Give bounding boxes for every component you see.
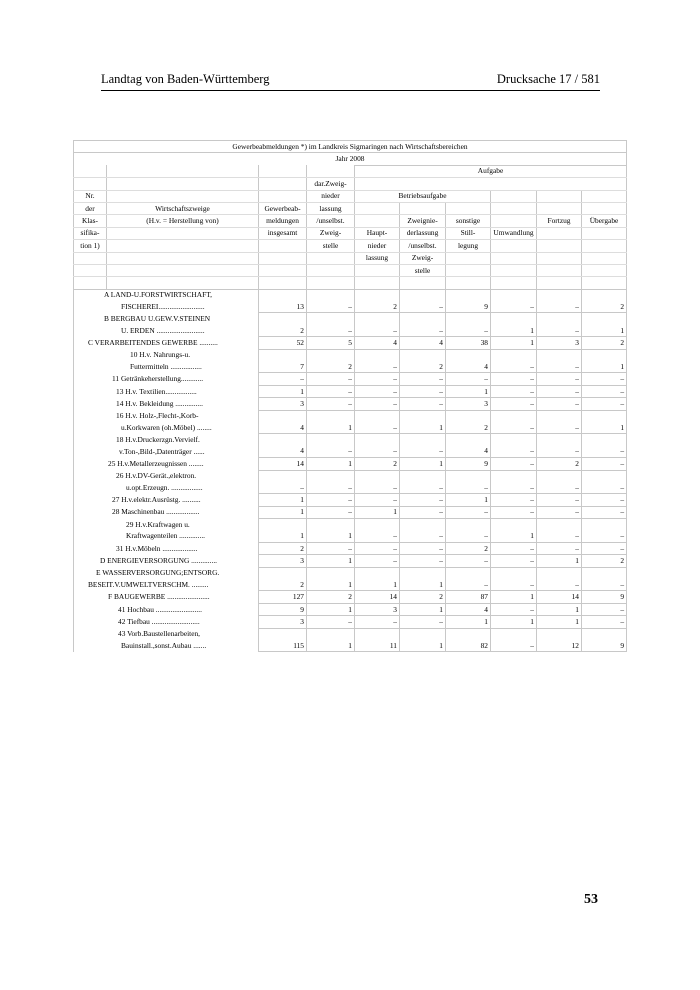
cell-value: 3: [537, 337, 582, 349]
cell-value: –: [355, 616, 400, 628]
cell-value: 1: [400, 422, 446, 434]
cell-value: 1: [400, 640, 446, 652]
cell-value: –: [307, 373, 355, 385]
cell-value: –: [355, 325, 400, 337]
cell-value: 4: [446, 603, 491, 615]
row-label: 27 H.v.elektr.Ausrüstg. ..........: [74, 494, 259, 506]
cell-value: –: [400, 385, 446, 397]
cell-value: 1: [259, 531, 307, 543]
cell-value: –: [582, 579, 627, 591]
cell-value: 1: [307, 422, 355, 434]
cell-value: –: [537, 361, 582, 373]
cell-value: 2: [259, 579, 307, 591]
cell-value: –: [307, 494, 355, 506]
cell-value: –: [400, 398, 446, 410]
cell-value: –: [307, 446, 355, 458]
cell-value: 3: [355, 603, 400, 615]
row-label: Kraftwagenteilen ..............: [74, 531, 259, 543]
document-title: Landtag von Baden-Württemberg: [101, 72, 270, 86]
header-aufgabe: Aufgabe: [355, 165, 627, 177]
table-row: [74, 349, 627, 361]
cell-value: –: [307, 398, 355, 410]
cell-value: –: [582, 482, 627, 494]
cell-value: –: [491, 398, 537, 410]
table-row: [74, 373, 627, 385]
cell-value: –: [307, 301, 355, 313]
cell-value: 1: [537, 616, 582, 628]
row-label: F BAUGEWERBE .......................: [74, 591, 259, 603]
table-year: Jahr 2008: [74, 153, 627, 165]
cell-value: 1: [355, 506, 400, 518]
row-label: U. ERDEN ..........................: [74, 325, 259, 337]
cell-value: –: [537, 506, 582, 518]
cell-value: –: [355, 446, 400, 458]
cell-value: 1: [307, 603, 355, 615]
row-label: B BERGBAU U.GEW.V.STEINEN: [74, 313, 259, 325]
cell-value: –: [537, 542, 582, 554]
table-row: [74, 555, 627, 567]
cell-value: –: [355, 385, 400, 397]
cell-value: –: [400, 482, 446, 494]
cell-value: –: [582, 531, 627, 543]
table-row: [74, 434, 627, 446]
cell-value: 14: [355, 591, 400, 603]
table-row: [74, 628, 627, 640]
cell-value: 1: [259, 494, 307, 506]
header-uebergabe: Übergabe: [582, 215, 627, 227]
cell-value: –: [400, 531, 446, 543]
cell-value: 1: [307, 555, 355, 567]
cell-value: –: [355, 542, 400, 554]
cell-value: 1: [491, 591, 537, 603]
cell-value: 1: [307, 579, 355, 591]
cell-value: 127: [259, 591, 307, 603]
header-nr: Nr.: [74, 190, 107, 202]
cell-value: 1: [537, 555, 582, 567]
cell-value: 9: [446, 458, 491, 470]
cell-value: 5: [307, 337, 355, 349]
table-row: [74, 567, 627, 579]
row-label: C VERARBEITENDES GEWERBE ..........: [74, 337, 259, 349]
row-label: u.opt.Erzeugn. .................: [74, 482, 259, 494]
cell-value: –: [537, 579, 582, 591]
row-label: 42 Tiefbau ..........................: [74, 616, 259, 628]
cell-value: –: [446, 373, 491, 385]
cell-value: –: [537, 325, 582, 337]
row-label: 10 H.v. Nahrungs-u.: [74, 349, 259, 361]
cell-value: –: [400, 325, 446, 337]
row-label: 16 H.v. Holz-,Flecht-,Korb-: [74, 410, 259, 422]
cell-value: –: [307, 506, 355, 518]
cell-value: –: [582, 603, 627, 615]
table-row: [74, 398, 627, 410]
table-row: [74, 603, 627, 615]
cell-value: –: [400, 301, 446, 313]
cell-value: –: [259, 482, 307, 494]
cell-value: –: [446, 555, 491, 567]
cell-value: –: [491, 361, 537, 373]
cell-value: 2: [355, 301, 400, 313]
cell-value: 115: [259, 640, 307, 652]
cell-value: –: [491, 385, 537, 397]
table-row: [74, 289, 627, 301]
cell-value: 1: [307, 640, 355, 652]
cell-value: 9: [259, 603, 307, 615]
table-row: [74, 640, 627, 652]
cell-value: –: [307, 385, 355, 397]
cell-value: 1: [491, 531, 537, 543]
cell-value: –: [491, 494, 537, 506]
cell-value: –: [582, 542, 627, 554]
cell-value: 3: [259, 555, 307, 567]
row-label: 43 Vorb.Baustellenarbeiten,: [74, 628, 259, 640]
cell-value: –: [355, 494, 400, 506]
cell-value: –: [446, 579, 491, 591]
row-label: 18 H.v.Druckerzgn.Vervielf.: [74, 434, 259, 446]
cell-value: 1: [307, 458, 355, 470]
cell-value: –: [400, 494, 446, 506]
table-row: [74, 337, 627, 349]
cell-value: –: [400, 446, 446, 458]
cell-value: 4: [446, 446, 491, 458]
cell-value: 4: [446, 361, 491, 373]
row-label: 11 Getränkeherstellung............: [74, 373, 259, 385]
row-label: 41 Hochbau .........................: [74, 603, 259, 615]
cell-value: 2: [400, 591, 446, 603]
cell-value: –: [537, 482, 582, 494]
cell-value: –: [307, 325, 355, 337]
cell-value: –: [355, 361, 400, 373]
cell-value: –: [582, 506, 627, 518]
cell-value: –: [307, 482, 355, 494]
cell-value: –: [491, 373, 537, 385]
row-label: 29 H.v.Kraftwagen u.: [74, 519, 259, 531]
table-row: [74, 313, 627, 325]
table-row: [74, 542, 627, 554]
cell-value: –: [400, 542, 446, 554]
cell-value: 4: [400, 337, 446, 349]
page-number: 53: [584, 892, 598, 907]
cell-value: –: [537, 301, 582, 313]
cell-value: 4: [259, 446, 307, 458]
cell-value: –: [307, 616, 355, 628]
cell-value: 82: [446, 640, 491, 652]
header-dar-zweig: dar.Zweig-: [307, 178, 355, 190]
cell-value: 9: [446, 301, 491, 313]
cell-value: –: [355, 422, 400, 434]
header-zweigniederlassung: Zweignie-: [400, 215, 446, 227]
table-row: [74, 591, 627, 603]
table-row: [74, 361, 627, 373]
cell-value: –: [582, 458, 627, 470]
cell-value: –: [355, 482, 400, 494]
header-wirtschaftszweige: Wirtschaftszweige: [107, 202, 259, 214]
cell-value: –: [491, 603, 537, 615]
cell-value: 1: [491, 325, 537, 337]
cell-value: 1: [491, 337, 537, 349]
statistics-table: Gewerbeabmeldungen *) im Landkreis Sigmaringen nach Wirtschaftsbereichen Jahr 2008 Aufgabe dar.Zweig- Nr. nieder Betriebsaufgabe der Wirtschaftszweige Gewerbeab- lassung Klas- (H.v. = Herstellung von) meldungen /unselbst. Zweignie- sonstige Fortzug Übergabe sifika- insgesamt Zweig- Haupt- derlassung Still- Umwandlung tion 1) stelle nieder /unselbst. legung lassung Zweig- stelle A LAND-U.FORSTWIRTSCHAFT, FISCHEREI......................... 13 – 2 – 9 – – 2 B BERGBAU U.GEW.V.STEINEN U. ERDEN .......................... 2 – – – – 1 – 1 C VERARBEITENDES GEWERBE .......... 52 5 4 4 38 1 3 2 10 H.v. Nahrungs-u. Futtermitteln ................. 7 2 – 2 4 – – 1 11 Getränkeherstellung............ – – – – – – – – 13 H.v. Textilien................. 1 – – – 1 – – – 14 H.v. Bekleidung ............... 3 – – – 3 – – – 16 H.v. Holz-,Flecht-,Korb- u.Korkwaren (oh.Möbel) ........ 4 1 – 1 2 – – 1 18 H.v.Druckerzgn.Vervielf. v.Ton-,Bild-,Datenträger ...... 4 – – – 4 – – – 25 H.v.Metallerzeugnissen ........ 14 1 2 1 9 – 2 – 26 H.v.DV-Gerät.,elektron. u.opt.Erzeugn. ................. – – – – – – – – 27 H.v.elektr.Ausrüstg. .......... 1 – – – 1 – – – 28 Maschinenbau .................. 1 – 1 – – – – – 29 H.v.Kraftwagen u. Kraftwagenteilen .............. 1 1 – – – 1 – – 31 H.v.Möbeln ................... 2 – – – 2 – – – D ENERGIEVERSORGUNG .............. 3 1 – – – – 1 2 E WASSERVERSORGUNG;ENTSORG. BESEIT.V.UMWELTVERSCHM. ......... 2 1 1 1 – – – – F BAUGEWERBE ....................... 127 2 14 2 87 1 14 9 41 Hochbau ......................... 9 1 3 1 4 – 1 – 42 Tiefbau .......................... 3 – – – 1 1 1 – 43 Vorb.Baustellenarbeiten, Bauinstall.,sonst.Aubau ....... 115 1 11 1 82 – 12 9: [73, 140, 627, 652]
cell-value: –: [491, 301, 537, 313]
cell-value: 1: [259, 506, 307, 518]
document-number: Drucksache 17 / 581: [496, 72, 600, 86]
cell-value: –: [307, 542, 355, 554]
cell-value: –: [537, 385, 582, 397]
cell-value: 38: [446, 337, 491, 349]
cell-value: 2: [582, 555, 627, 567]
cell-value: –: [400, 373, 446, 385]
cell-value: –: [491, 458, 537, 470]
cell-value: 2: [259, 542, 307, 554]
cell-value: –: [355, 373, 400, 385]
cell-value: 3: [259, 616, 307, 628]
cell-value: –: [582, 373, 627, 385]
cell-value: 2: [537, 458, 582, 470]
cell-value: –: [582, 446, 627, 458]
cell-value: 2: [400, 361, 446, 373]
table-row: [74, 616, 627, 628]
cell-value: 4: [355, 337, 400, 349]
cell-value: –: [537, 398, 582, 410]
cell-value: 1: [537, 603, 582, 615]
cell-value: –: [582, 385, 627, 397]
cell-value: 1: [582, 422, 627, 434]
cell-value: –: [537, 373, 582, 385]
cell-value: –: [537, 446, 582, 458]
cell-value: 1: [400, 603, 446, 615]
header-sonstige-stilllegung: sonstige: [446, 215, 491, 227]
cell-value: 9: [582, 640, 627, 652]
cell-value: –: [400, 555, 446, 567]
cell-value: 12: [537, 640, 582, 652]
cell-value: 1: [355, 579, 400, 591]
cell-value: –: [491, 555, 537, 567]
header-umwandlung: Umwandlung: [491, 227, 537, 239]
cell-value: 1: [582, 325, 627, 337]
table-row: [74, 579, 627, 591]
cell-value: 87: [446, 591, 491, 603]
cell-value: 4: [259, 422, 307, 434]
row-label: A LAND-U.FORSTWIRTSCHAFT,: [74, 289, 259, 301]
cell-value: 1: [307, 531, 355, 543]
row-label: BESEIT.V.UMWELTVERSCHM. .........: [74, 579, 259, 591]
cell-value: –: [582, 616, 627, 628]
cell-value: 14: [537, 591, 582, 603]
cell-value: –: [446, 325, 491, 337]
table-row: [74, 482, 627, 494]
table-row: [74, 470, 627, 482]
cell-value: 1: [446, 385, 491, 397]
cell-value: 2: [446, 542, 491, 554]
table-row: [74, 519, 627, 531]
row-label: FISCHEREI.........................: [74, 301, 259, 313]
cell-value: 1: [400, 458, 446, 470]
cell-value: 52: [259, 337, 307, 349]
cell-value: 1: [491, 616, 537, 628]
table-row: [74, 385, 627, 397]
cell-value: 9: [582, 591, 627, 603]
cell-value: –: [491, 482, 537, 494]
cell-value: 2: [355, 458, 400, 470]
header-fortzug: Fortzug: [537, 215, 582, 227]
cell-value: 1: [259, 385, 307, 397]
row-label: 13 H.v. Textilien.................: [74, 385, 259, 397]
cell-value: 1: [446, 616, 491, 628]
cell-value: –: [355, 555, 400, 567]
row-label: u.Korkwaren (oh.Möbel) ........: [74, 422, 259, 434]
cell-value: –: [537, 494, 582, 506]
cell-value: –: [491, 542, 537, 554]
cell-value: 1: [582, 361, 627, 373]
cell-value: –: [355, 531, 400, 543]
cell-value: 2: [259, 325, 307, 337]
cell-value: –: [446, 506, 491, 518]
row-label: 14 H.v. Bekleidung ...............: [74, 398, 259, 410]
row-label: 26 H.v.DV-Gerät.,elektron.: [74, 470, 259, 482]
cell-value: 11: [355, 640, 400, 652]
cell-value: 1: [446, 494, 491, 506]
table-row: [74, 506, 627, 518]
table-row: [74, 325, 627, 337]
cell-value: 14: [259, 458, 307, 470]
cell-value: –: [537, 531, 582, 543]
cell-value: 3: [259, 398, 307, 410]
table-row: [74, 301, 627, 313]
cell-value: –: [491, 640, 537, 652]
cell-value: 2: [307, 361, 355, 373]
row-label: D ENERGIEVERSORGUNG ..............: [74, 555, 259, 567]
cell-value: –: [446, 531, 491, 543]
cell-value: –: [537, 422, 582, 434]
cell-value: –: [491, 422, 537, 434]
row-label: 28 Maschinenbau ..................: [74, 506, 259, 518]
row-label: E WASSERVERSORGUNG;ENTSORG.: [74, 567, 259, 579]
cell-value: 2: [307, 591, 355, 603]
cell-value: –: [400, 506, 446, 518]
cell-value: 7: [259, 361, 307, 373]
cell-value: –: [491, 579, 537, 591]
table-row: [74, 494, 627, 506]
row-label: v.Ton-,Bild-,Datenträger ......: [74, 446, 259, 458]
cell-value: –: [491, 446, 537, 458]
table-row: [74, 410, 627, 422]
header-hauptniederlassung: Haupt-: [355, 227, 400, 239]
header-betriebsaufgabe: Betriebsaufgabe: [355, 190, 491, 202]
cell-value: –: [400, 616, 446, 628]
cell-value: 2: [582, 337, 627, 349]
row-label: 31 H.v.Möbeln ...................: [74, 542, 259, 554]
table-row: [74, 458, 627, 470]
cell-value: 2: [582, 301, 627, 313]
cell-value: –: [582, 398, 627, 410]
cell-value: –: [355, 398, 400, 410]
cell-value: –: [582, 494, 627, 506]
cell-value: –: [446, 482, 491, 494]
cell-value: 3: [446, 398, 491, 410]
page-header: [101, 72, 600, 91]
row-label: 25 H.v.Metallerzeugnissen ........: [74, 458, 259, 470]
table-row: [74, 531, 627, 543]
row-label: Bauinstall.,sonst.Aubau .......: [74, 640, 259, 652]
cell-value: –: [491, 506, 537, 518]
cell-value: 1: [400, 579, 446, 591]
cell-value: –: [259, 373, 307, 385]
table-row: [74, 446, 627, 458]
row-label: Futtermitteln .................: [74, 361, 259, 373]
header-gewerbeabmeldungen: Gewerbeab-: [259, 202, 307, 214]
cell-value: 13: [259, 301, 307, 313]
table-title: Gewerbeabmeldungen *) im Landkreis Sigmaringen nach Wirtschaftsbereichen: [74, 141, 627, 153]
cell-value: 2: [446, 422, 491, 434]
table-row: [74, 422, 627, 434]
